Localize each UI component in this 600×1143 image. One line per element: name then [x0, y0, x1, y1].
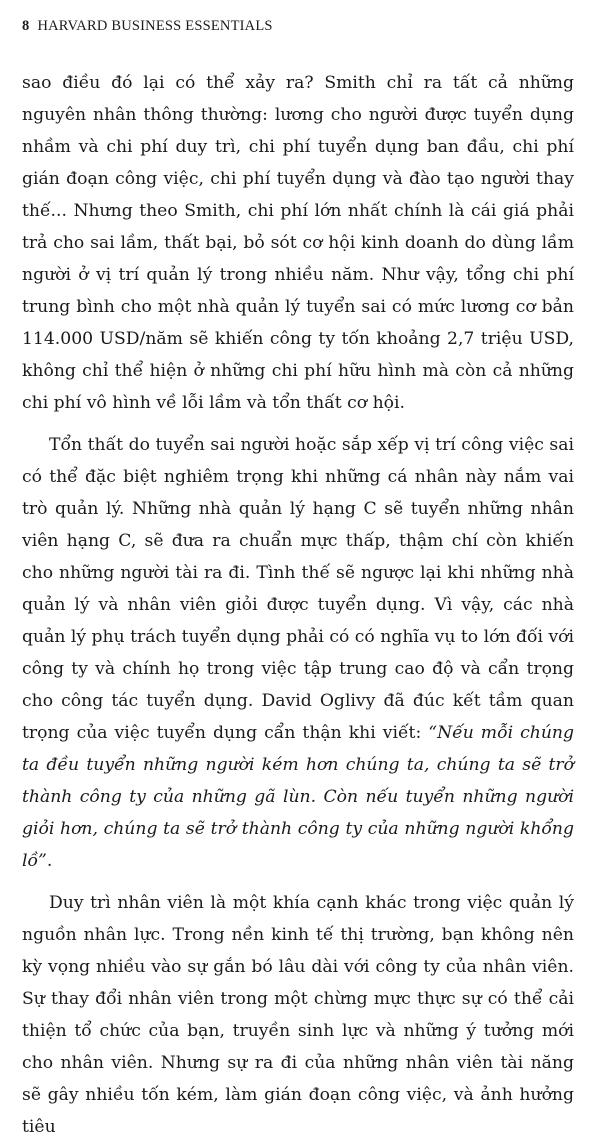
paragraph-1: sao điều đó lại có thể xảy ra? Smith chỉ ra tất cả những nguyên nhân thông thường: lương cho người được tuyển dụng nhầm và chi phí duy trì, chi phí tuyển dụng ban đầu, chi phí gián đoạn công việc, chi phí tuyển dụng và đào tạo người thay thế... Nhưng theo Smith, chi phí lớn nhất chính là cái giá phải trả cho sai lầm, thất bại, bỏ sót cơ hội kinh doanh do dùng lầm người ở vị trí quản lý trong nhiều năm. Như vậy, tổng chi phí trung bình cho một nhà quản lý tuyển sai có mức lương cơ bản 114.000 USD/năm sẽ khiến công ty tốn khoảng 2,7 triệu USD, không chỉ thể hiện ở những chi phí hữu hình mà còn cả những chi phí vô hình về lỗi lầm và tổn thất cơ hội. — [22, 73, 574, 413]
paragraph-2-end: . — [46, 851, 53, 871]
book-title: HARVARD BUSINESS ESSENTIALS — [37, 18, 273, 34]
paragraph-2 — [22, 429, 574, 877]
paragraph-2-text: Tổn thất do tuyển sai người hoặc sắp xếp vị trí công việc sai có thể đặc biệt nghiêm trọng khi những cá nhân này nắm vai trò quản lý. Những nhà quản lý hạng C sẽ tuyển những nhân viên hạng C, sẽ đưa ra chuẩn mực thấp, thậm chí còn khiến cho những người tài ra đi. Tình thế sẽ ngược lại khi những nhà quản lý và nhân viên giỏi được tuyển dụng. Vì vậy, các nhà quản lý phụ trách tuyển dụng phải có có nghĩa vụ to lớn đối với công ty và chính họ trong việc tập trung cao độ và cẩn trọng cho công tác tuyển dụng. David Oglivy đã đúc kết tầm quan trọng của việc tuyển dụng cẩn thận khi viết: — [22, 435, 574, 743]
paragraph-3: Duy trì nhân viên là một khía cạnh khác trong việc quản lý nguồn nhân lực. Trong nền kinh tế thị trường, bạn không nên kỳ vọng nhiều vào sự gắn bó lâu dài với công ty của nhân viên. Sự thay đổi nhân viên trong một chừng mực thực sự có thể cải thiện tổ chức của bạn, truyền sinh lực và những ý tưởng mới cho nhân viên. Nhưng sự ra đi của những nhân viên tài năng sẽ gây nhiều tốn kém, làm gián đoạn công việc, và ảnh hưởng tiêu — [22, 893, 574, 1137]
ogilvy-quote: “Nếu mỗi chúng ta đều tuyển những người kém hơn chúng ta, chúng ta sẽ trở thành công ty của những gã lùn. Còn nếu tuyển những người giỏi hơn, chúng ta sẽ trở thành công ty của những người khổng lồ” — [22, 723, 574, 871]
page-number: 8 — [22, 18, 30, 34]
running-header — [22, 18, 574, 35]
book-page — [22, 18, 574, 1143]
